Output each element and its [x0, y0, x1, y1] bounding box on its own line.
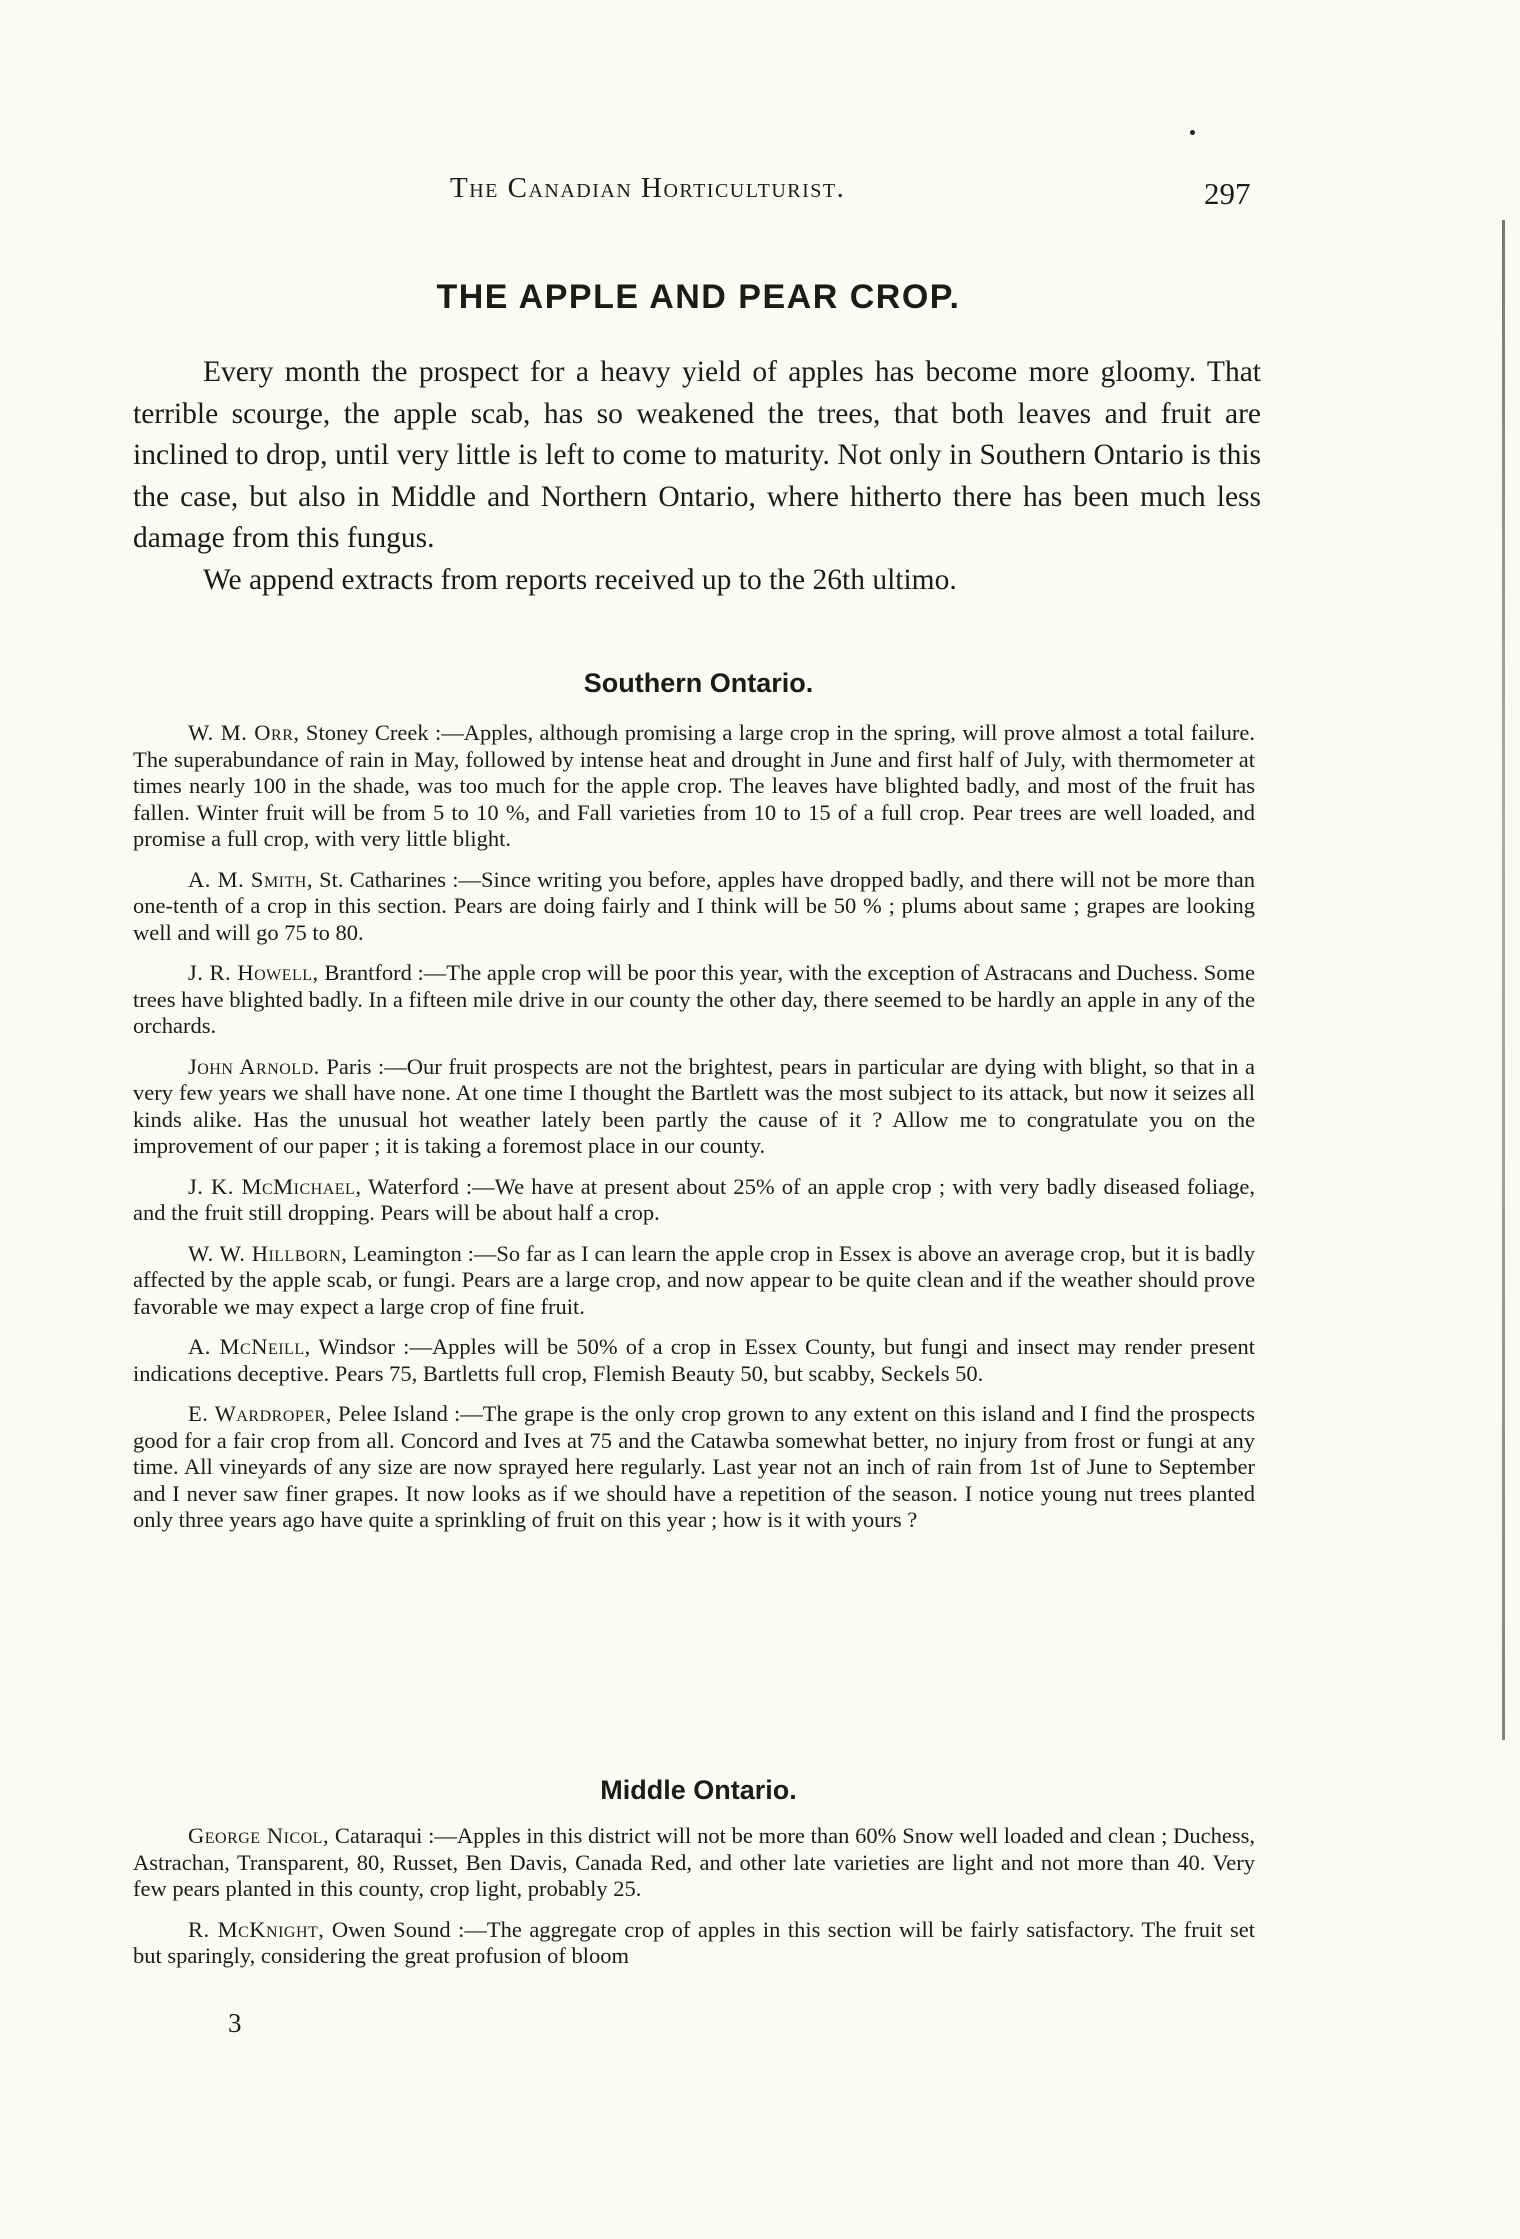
report-text: Cataraqui :—Apples in this district will not be more than 60% Snow well loaded and clean ; Duchess, Astrachan, Transparent, 80, Russet, Ben Davis, Canada Red, and other late varieties are light and not more than 40. Very few pears planted in this county, crop light, probably 25. — [133, 1823, 1255, 1901]
report-author: A. M. Smith, — [188, 866, 313, 892]
page-edge-shadow — [1502, 220, 1505, 1740]
report-author: A. McNeill, — [188, 1334, 311, 1359]
report-paragraph — [133, 1054, 1255, 1160]
section-heading-southern-ontario: Southern Ontario. — [583, 668, 814, 698]
intro-paragraph: We append extracts from reports received up to the 26th ultimo. — [203, 563, 957, 596]
section-heading-middle-ontario: Middle Ontario. — [600, 1775, 797, 1805]
report-author: John Arnold. — [188, 1053, 320, 1079]
report-paragraph — [133, 867, 1255, 947]
report-paragraph — [133, 1401, 1255, 1534]
report-text: Waterford :—We have at present about 25% of an apple crop ; with very badly diseased foliage, and the fruit still dropping. Pears will be about half a crop. — [133, 1173, 1255, 1225]
report-author: J. K. McMichael, — [188, 1173, 362, 1199]
report-paragraph — [133, 1241, 1255, 1321]
report-text: Stoney Creek :—Apples, although promising a large crop in the spring, will prove almost a total failure. The superabundance of rain in May, followed by intense heat and drought in June and first half of July, with thermometer at times nearly 100 in the shade, was too much for the apple crop. The leaves have blighted badly, and most of the fruit has fallen. Winter fruit will be from 5 to 10 %, and Fall varieties from 10 to 15 of a full crop. Pear trees are well loaded, and promise a full crop, with very little blight. — [133, 720, 1255, 851]
report-text: Pelee Island :—The grape is the only crop grown to any extent on this island and I find the prospects good for a fair crop from all. Concord and Ives at 75 and the Catawba somewhat better, no injury from frost or fungi at any time. All vineyards of any size are now sprayed here regularly. Last year not an inch of rain from 1st of June to September and I never saw finer grapes. It now looks as if we should have a repetition of the season. I notice young nut trees planted only three years ago have quite a sprinkling of fruit on this year ; how is it with yours ? — [133, 1401, 1255, 1532]
report-author: J. R. Howell, — [188, 960, 319, 985]
report-author: R. McKnight, — [188, 1916, 325, 1942]
signature-mark: 3 — [228, 2008, 242, 2038]
report-paragraph — [133, 1823, 1255, 1903]
report-text: Windsor :—Apples will be 50% of a crop in Essex County, but fungi and insect may render present indications deceptive. Pears 75, Bartletts full crop, Flemish Beauty 50, but scabby, Seckels 50. — [133, 1334, 1255, 1386]
report-text: Brantford :—The apple crop will be poor this year, with the exception of Astracans and Duchess. Some trees have blighted badly. In a fifteen mile drive in our county the other day, there seemed to be hardly an apple in any of the orchards. — [133, 960, 1255, 1038]
southern-ontario-reports — [133, 720, 1255, 1548]
report-text: Owen Sound :—The aggregate crop of apples in this section will be fairly satisfactory. The fruit set but sparingly, considering the great profusion of bloom — [133, 1916, 1256, 1968]
report-author: W. M. Orr, — [188, 720, 300, 745]
report-author: W. W. Hillborn, — [188, 1240, 348, 1266]
report-paragraph — [133, 1334, 1255, 1387]
report-author: E. Wardroper, — [188, 1401, 332, 1426]
article-title: THE APPLE AND PEAR CROP. — [436, 278, 961, 316]
report-paragraph — [133, 1174, 1255, 1227]
report-text: Leamington :—So far as I can learn the apple crop in Essex is above an average crop, but it is badly affected by the apple scab, or fungi. Pears are a large crop, and now appear to be quite clean and if the weather should prove favorable we may expect a large crop of fine fruit. — [133, 1240, 1256, 1319]
print-speck — [1190, 130, 1195, 135]
report-text: St. Catharines :—Since writing you before, apples have dropped badly, and there will not be more than one-tenth of a crop in this section. Pears are doing fairly and I think will be 50 % ; plums about same ; grapes are looking well and will go 75 to 80. — [133, 866, 1255, 945]
report-paragraph — [133, 1917, 1255, 1970]
intro-paragraph: Every month the prospect for a heavy yield of apples has become more gloomy. That terrible scourge, the apple scab, has so weakened the trees, that both leaves and fruit are inclined to drop, until very little is left to come to maturity. Not only in Southern Ontario is this the case, but also in Middle and Northern Ontario, where hitherto there has been much less damage from this fungus. — [133, 356, 1261, 554]
middle-ontario-reports — [133, 1823, 1255, 1984]
report-paragraph — [133, 960, 1255, 1040]
report-text: Paris :—Our fruit prospects are not the brightest, pears in particular are dying with blight, so that in a very few years we shall have none. At one time I thought the Bartlett was the most subject to its attack, but now it seizes all kinds alike. Has the unusual hot weather lately been partly the cause of it ? Allow me to congratulate you on the improvement of our paper ; it is taking a foremost place in our county. — [133, 1053, 1255, 1158]
report-author: George Nicol, — [188, 1823, 330, 1848]
article-intro — [133, 352, 1261, 601]
page-number: 297 — [1204, 176, 1251, 211]
running-header-title: The Canadian Horticulturist. — [450, 172, 846, 204]
report-paragraph — [133, 720, 1255, 853]
